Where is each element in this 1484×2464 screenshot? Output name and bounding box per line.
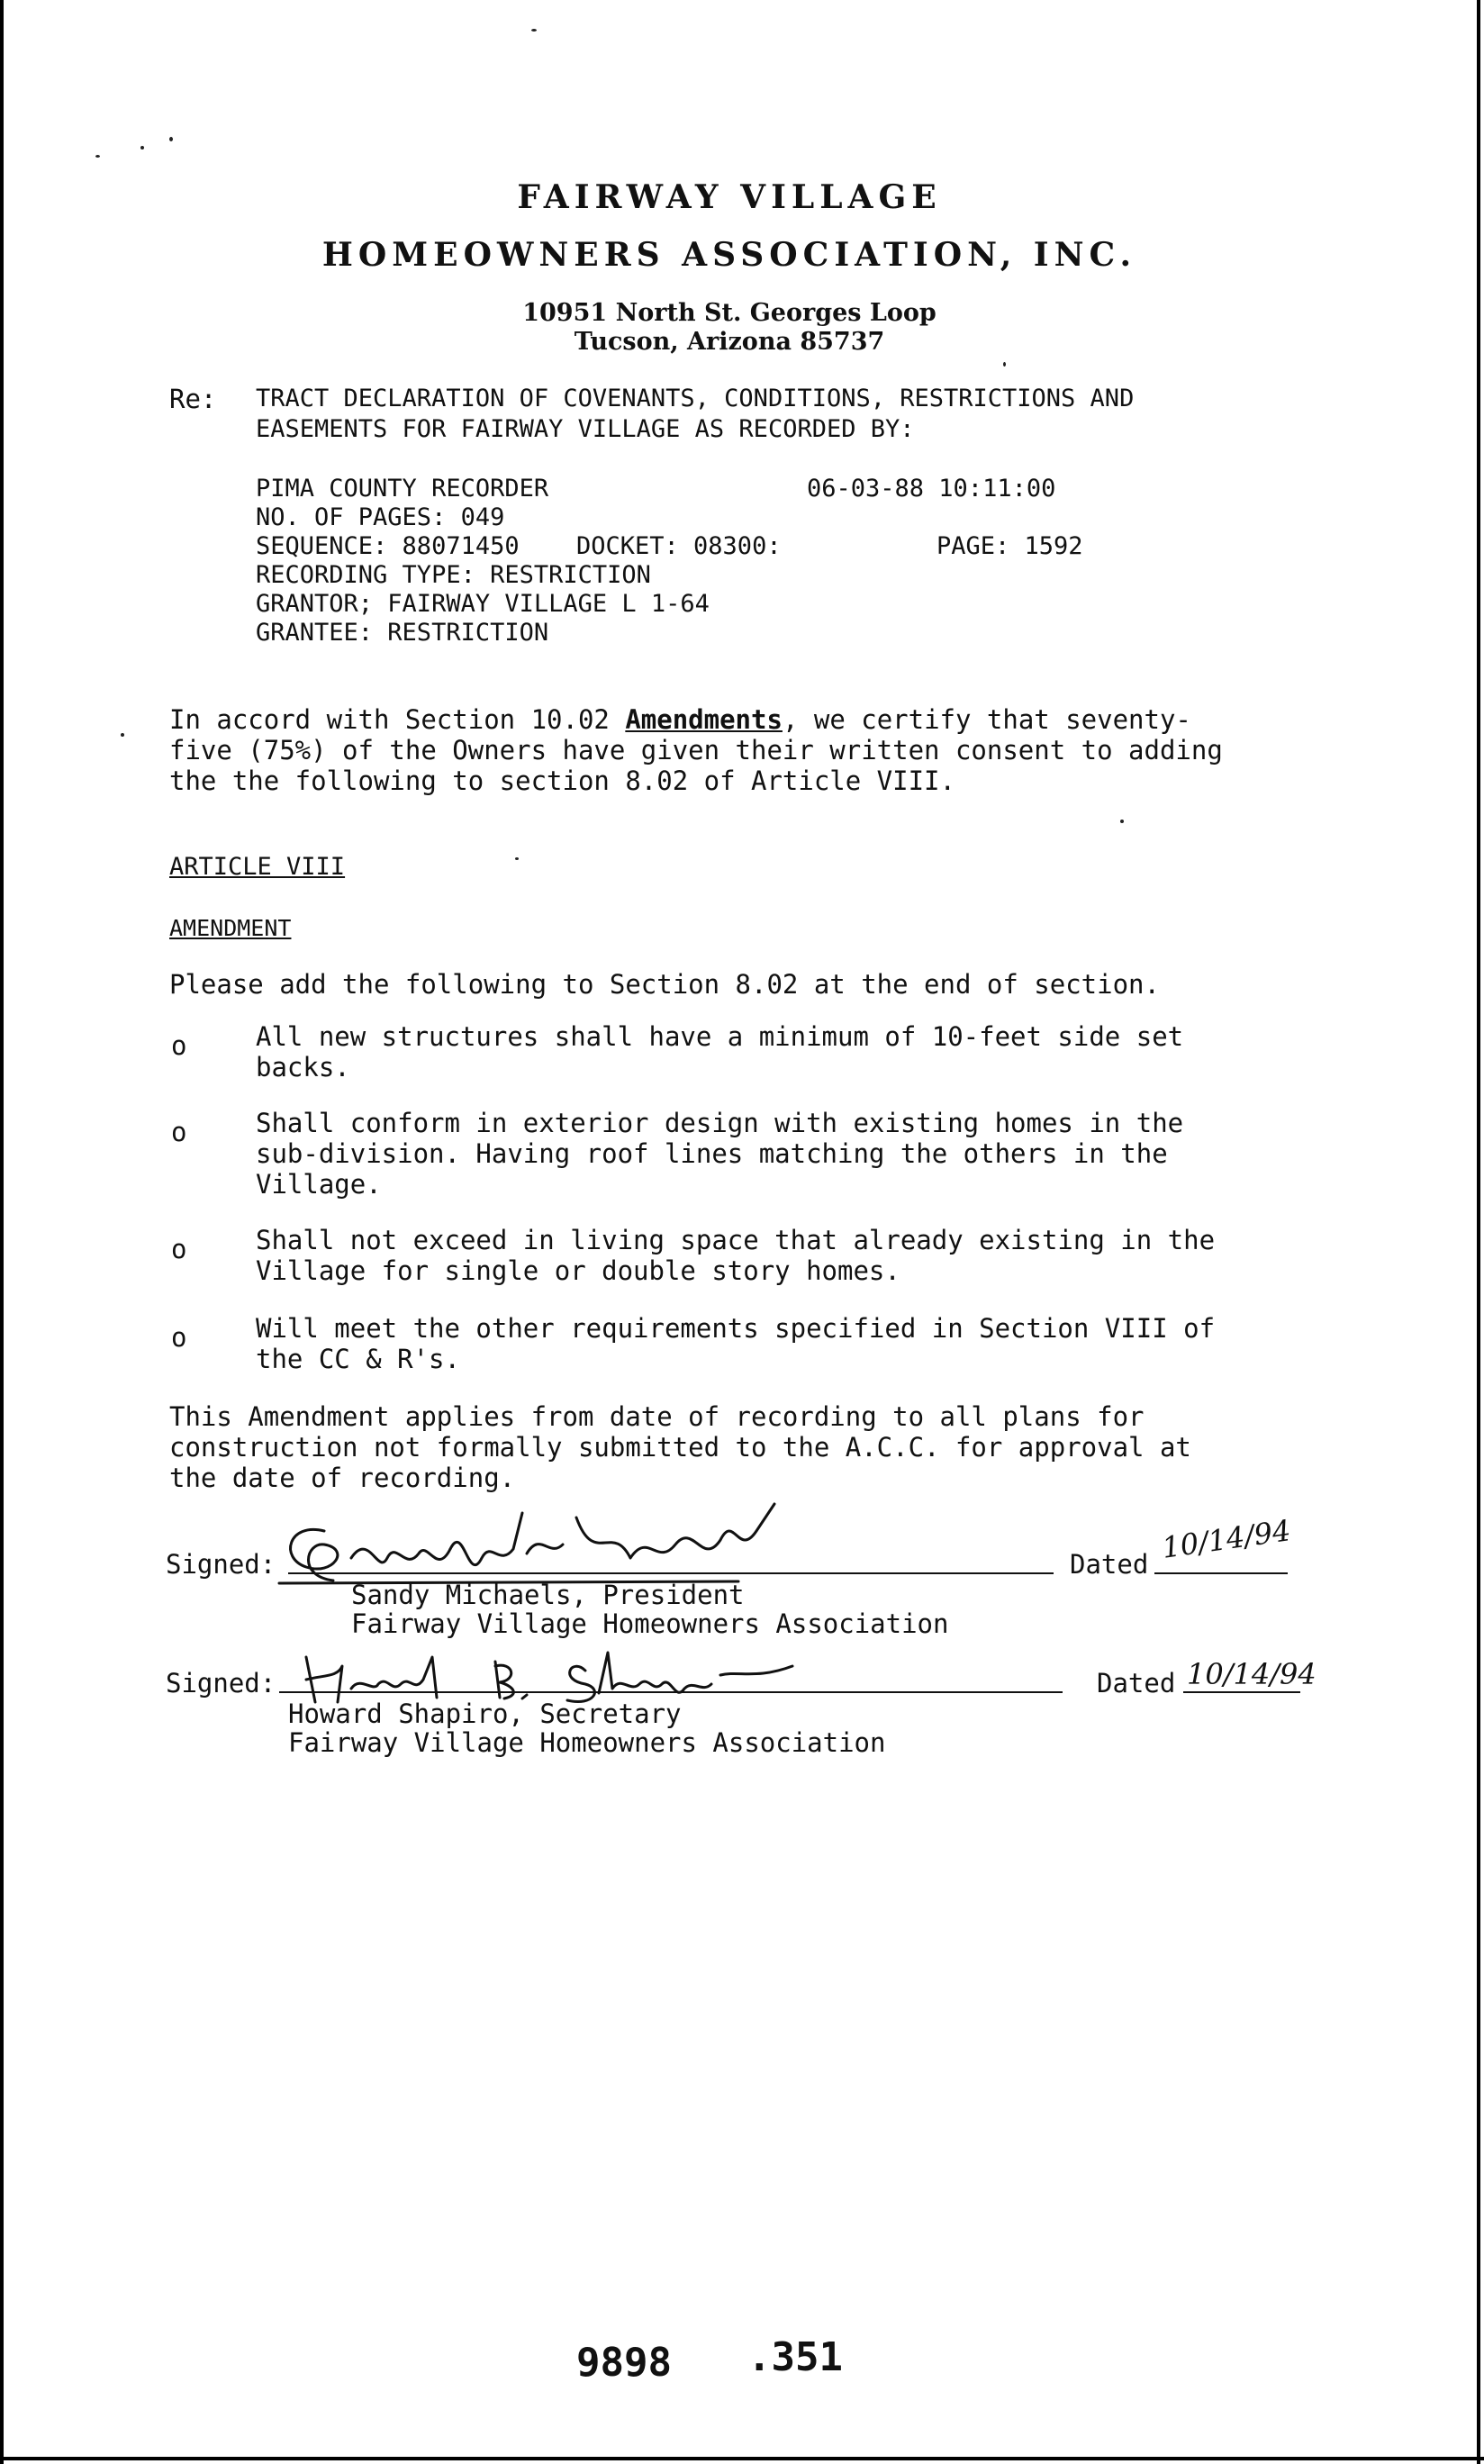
bullet-item-1-line1: All new structures shall have a minimum of 10-feet side set (256, 1021, 1184, 1052)
bullet-item-2-line1: Shall conform in exterior design with existing homes in the (256, 1108, 1184, 1138)
record-grantee: GRANTEE: RESTRICTION (256, 619, 549, 647)
bullet-item-3-line1: Shall not exceed in living space that already existing in the (256, 1225, 1216, 1255)
accord-line3: the the following to section 8.02 of Article VIII. (169, 765, 955, 796)
address-line1: 10951 North St. Georges Loop (522, 299, 937, 327)
signed-label-2: Signed: (166, 1668, 276, 1699)
bullet-marker: o (171, 1234, 187, 1264)
scan-speck (531, 29, 537, 32)
scan-speck (1120, 820, 1124, 823)
scan-speck (1003, 362, 1006, 367)
bullet-marker: o (171, 1322, 187, 1353)
closing-line1: This Amendment applies from date of recording to all plans for (169, 1401, 1145, 1432)
recorder-name: PIMA COUNTY RECORDER (256, 475, 549, 503)
signed-label-1: Signed: (166, 1549, 276, 1580)
bullet-item-4-line1: Will meet the other requirements specified in Section VIII of (256, 1313, 1216, 1344)
bullet-item-2-line3: Village. (256, 1169, 382, 1200)
closing-line3: the date of recording. (169, 1463, 516, 1493)
signer-org-2: Fairway Village Homeowners Association (288, 1727, 886, 1758)
bullet-item-1-line2: backs. (256, 1052, 350, 1083)
date-line-2 (1183, 1691, 1300, 1693)
organization-title-line1: FAIRWAY VILLAGE (517, 178, 942, 216)
footer-number-right: .351 (747, 2334, 843, 2380)
bullet-marker: o (171, 1117, 187, 1147)
accord-line1-post: , we certify that seventy- (782, 704, 1191, 735)
re-line2: EASEMENTS FOR FAIRWAY VILLAGE AS RECORDED BY: (256, 415, 915, 443)
record-recording-type: RECORDING TYPE: RESTRICTION (256, 561, 651, 589)
address-line2: Tucson, Arizona 85737 (574, 328, 885, 356)
bullet-item-3-line2: Village for single or double story homes. (256, 1255, 900, 1286)
record-datetime: 06-03-88 10:11:00 (807, 475, 1056, 503)
accord-line2: five (75%) of the Owners have given their written consent to adding (169, 735, 1223, 765)
bullet-item-4-line2: the CC & R's. (256, 1344, 460, 1374)
bullet-item-2-line2: sub-division. Having roof lines matching the others in the (256, 1138, 1168, 1169)
signer-org-1: Fairway Village Homeowners Association (351, 1608, 949, 1639)
date-value-1: 10/14/94 (1160, 1513, 1293, 1565)
signer-name-1: Sandy Michaels, President (351, 1580, 745, 1610)
scan-speck (121, 733, 124, 737)
article-heading: ARTICLE VIII (169, 853, 346, 881)
scan-speck (169, 137, 173, 141)
signer-name-2: Howard Shapiro, Secretary (288, 1699, 682, 1729)
accord-line1 (169, 704, 1191, 735)
scan-speck (140, 146, 144, 149)
scan-edge-right (1477, 0, 1480, 2464)
organization-title-line2: HOMEOWNERS ASSOCIATION, INC. (321, 236, 1137, 274)
amendment-heading: AMENDMENT (169, 915, 292, 941)
bullet-marker: o (171, 1030, 187, 1061)
footer-number-left: 9898 (576, 2340, 672, 2386)
amendment-intro: Please add the following to Section 8.02 at the end of section. (169, 969, 1160, 1000)
dated-label-2: Dated (1097, 1668, 1176, 1699)
closing-line2: construction not formally submitted to the A.C.C. for approval at (169, 1432, 1191, 1463)
scan-speck (95, 155, 100, 158)
date-value-2: 10/14/94 (1187, 1657, 1317, 1691)
record-page: PAGE: 1592 (937, 532, 1083, 560)
record-docket: DOCKET: 08300: (576, 532, 782, 560)
dated-label-1: Dated (1070, 1549, 1149, 1580)
record-grantor: GRANTOR; FAIRWAY VILLAGE L 1-64 (256, 590, 710, 618)
re-label: Re: (169, 384, 217, 414)
accord-line1-pre: In accord with Section 10.02 (169, 704, 626, 735)
amendments-reference: Amendments (625, 704, 783, 735)
record-sequence: SEQUENCE: 88071450 (256, 532, 520, 560)
scan-edge-left (0, 0, 4, 2464)
scan-edge-bottom (0, 2457, 1484, 2460)
date-line-1 (1154, 1572, 1288, 1574)
re-line1: TRACT DECLARATION OF COVENANTS, CONDITIONS, RESTRICTIONS AND (256, 385, 1135, 412)
scan-speck (515, 857, 519, 860)
record-pages: NO. OF PAGES: 049 (256, 503, 505, 531)
